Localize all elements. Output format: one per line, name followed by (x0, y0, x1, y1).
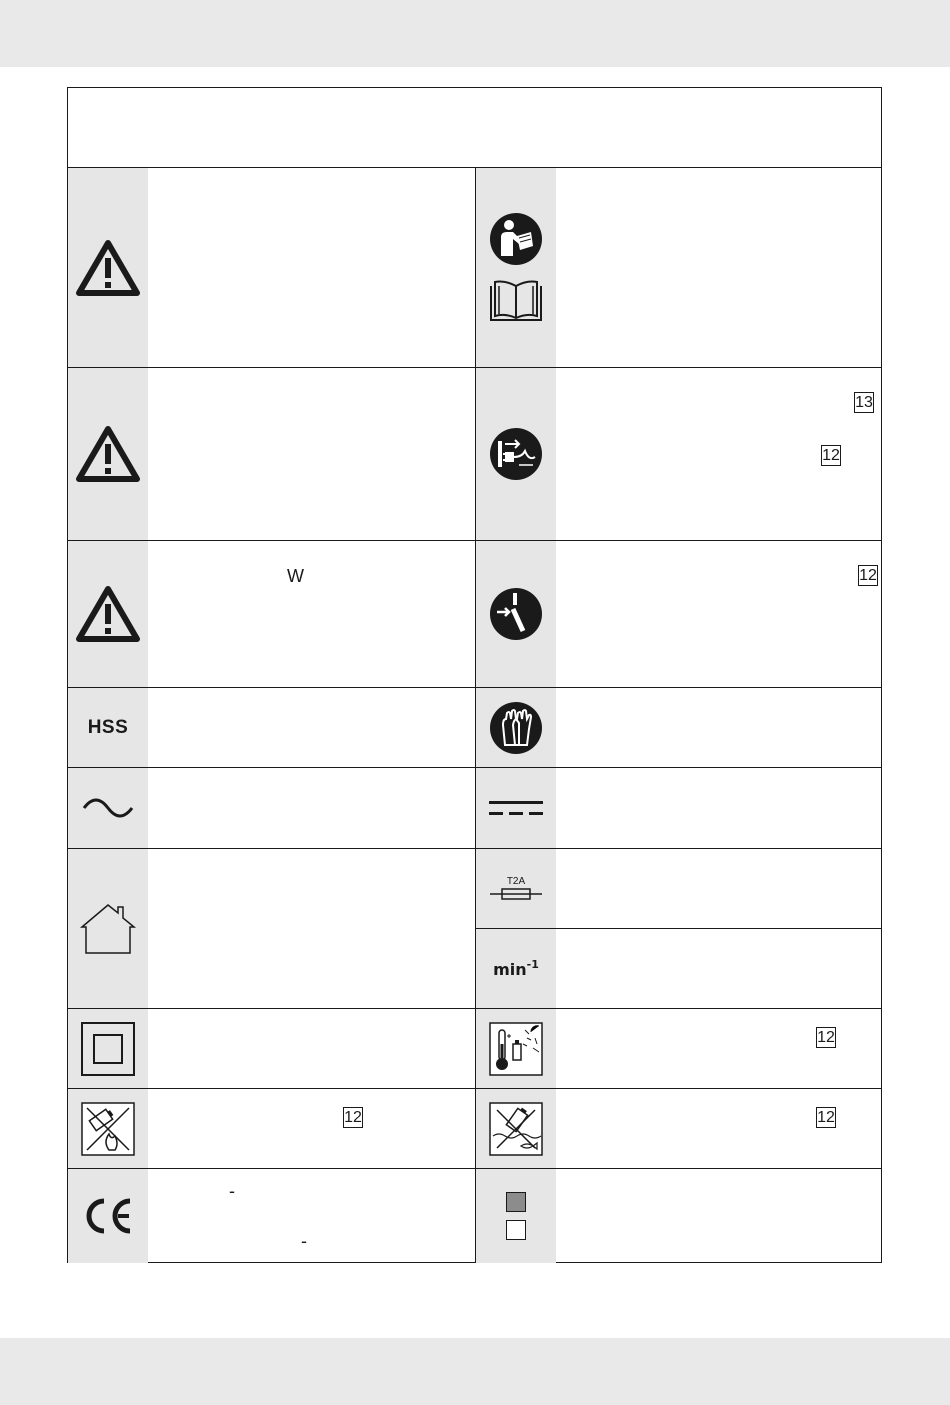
table-title-row (68, 88, 881, 168)
led-on-square-icon (506, 1192, 526, 1212)
fuse-rating-label: T2A (506, 876, 526, 887)
hyphen-mark: - (229, 1181, 235, 1201)
led-off-square-icon (506, 1220, 526, 1240)
disconnect-power-icon (489, 587, 543, 641)
hss-label: HSS (87, 716, 129, 738)
table-row (68, 368, 475, 540)
wattage-label: W (287, 566, 304, 586)
table-row (68, 1089, 475, 1169)
fuse-icon (488, 887, 544, 901)
reference-number: 12 (343, 1107, 363, 1128)
symbol-table (67, 87, 882, 1263)
warning-triangle-icon (76, 585, 140, 643)
table-row (68, 768, 475, 848)
no-water-battery-icon (489, 1102, 543, 1156)
no-fire-battery-icon (81, 1102, 135, 1156)
rpm-icon: $\min^{-1}$ (493, 958, 539, 979)
reference-number: 12 (858, 565, 878, 586)
indoor-use-house-icon (78, 901, 138, 957)
open-book-icon (487, 278, 545, 324)
top-band (0, 0, 950, 67)
warning-triangle-icon (76, 425, 140, 483)
reference-number: 12 (816, 1027, 836, 1048)
hyphen-mark: - (301, 1231, 307, 1251)
protection-class-ii-icon (81, 1022, 135, 1076)
direct-current-icon (487, 798, 545, 818)
alternating-current-icon (81, 796, 135, 820)
temperature-sunlight-icon (489, 1022, 543, 1076)
table-row (68, 168, 475, 367)
table-row (68, 1169, 475, 1263)
unplug-icon (489, 427, 543, 481)
reference-number: 13 (854, 392, 874, 413)
table-row (68, 1009, 475, 1089)
table-row (68, 849, 475, 1008)
bottom-band (0, 1338, 950, 1405)
read-manual-icon (489, 212, 543, 266)
table-row (68, 541, 475, 687)
table-row (68, 688, 475, 767)
wear-gloves-icon (489, 701, 543, 755)
reference-number: 12 (816, 1107, 836, 1128)
reference-number: 12 (821, 445, 841, 466)
warning-triangle-icon (76, 239, 140, 297)
ce-mark-icon (82, 1197, 134, 1235)
